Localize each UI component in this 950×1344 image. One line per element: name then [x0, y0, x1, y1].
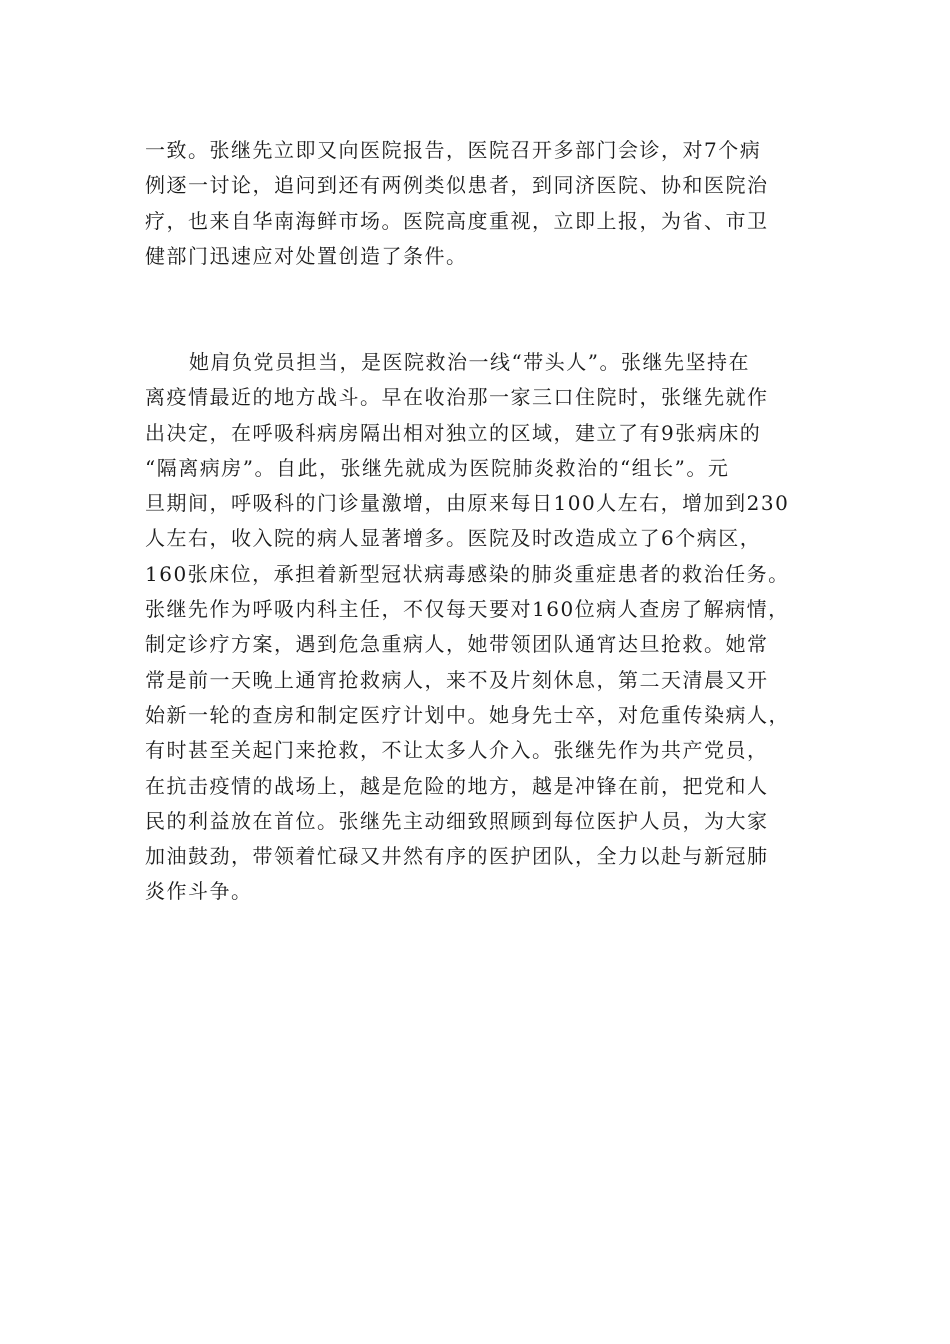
- text-line: 张继先作为呼吸内科主任，不仅每天要对160位病人查房了解病情，: [145, 597, 790, 622]
- paragraph-1: [145, 133, 810, 274]
- text-line: 一致。张继先立即又向医院报告，医院召开多部门会诊，对7个病: [145, 138, 762, 162]
- text-line: 制定诊疗方案，遇到危急重病人，她带领团队通宵达旦抢救。她常: [145, 632, 769, 657]
- paragraph-2: [145, 345, 810, 910]
- text-line: “隔离病房”。自此，张继先就成为医院肺炎救治的“组长”。元: [145, 455, 730, 480]
- text-line: 加油鼓劲，带领着忙碌又井然有序的医护团队，全力以赴与新冠肺: [145, 844, 769, 869]
- text-line: 始新一轮的查房和制定医疗计划中。她身先士卒，对危重传染病人，: [145, 702, 790, 727]
- text-line: 炎作斗争。: [145, 879, 253, 904]
- text-line: 旦期间，呼吸科的门诊量激增，由原来每日100人左右，增加到230: [145, 491, 790, 516]
- text-line: 有时甚至关起门来抢救，不让太多人介入。张继先作为共产党员，: [145, 738, 769, 763]
- text-line: 在抗击疫情的战场上，越是危险的地方，越是冲锋在前，把党和人: [145, 773, 769, 798]
- text-line: 民的利益放在首位。张继先主动细致照顾到每位医护人员，为大家: [145, 808, 769, 833]
- text-line: 健部门迅速应对处置创造了条件。: [145, 243, 468, 268]
- text-line: 出决定，在呼吸科病房隔出相对独立的区域，建立了有9张病床的: [145, 420, 762, 445]
- text-line: 疗，也来自华南海鲜市场。医院高度重视，立即上报，为省、市卫: [145, 208, 769, 233]
- text-line: 人左右，收入院的病人显著增多。医院及时改造成立了6个病区，: [145, 526, 762, 551]
- text-line: 160张床位，承担着新型冠状病毒感染的肺炎重症患者的救治任务。: [145, 561, 790, 586]
- text-line: 她肩负党员担当，是医院救治一线“带头人”。张继先坚持在: [189, 350, 750, 374]
- text-line: 常是前一天晚上通宵抢救病人，来不及片刻休息，第二天清晨又开: [145, 667, 769, 692]
- text-line: 例逐一讨论，追问到还有两例类似患者，到同济医院、协和医院治: [145, 173, 769, 198]
- text-line: 离疫情最近的地方战斗。早在收治那一家三口住院时，张继先就作: [145, 385, 769, 410]
